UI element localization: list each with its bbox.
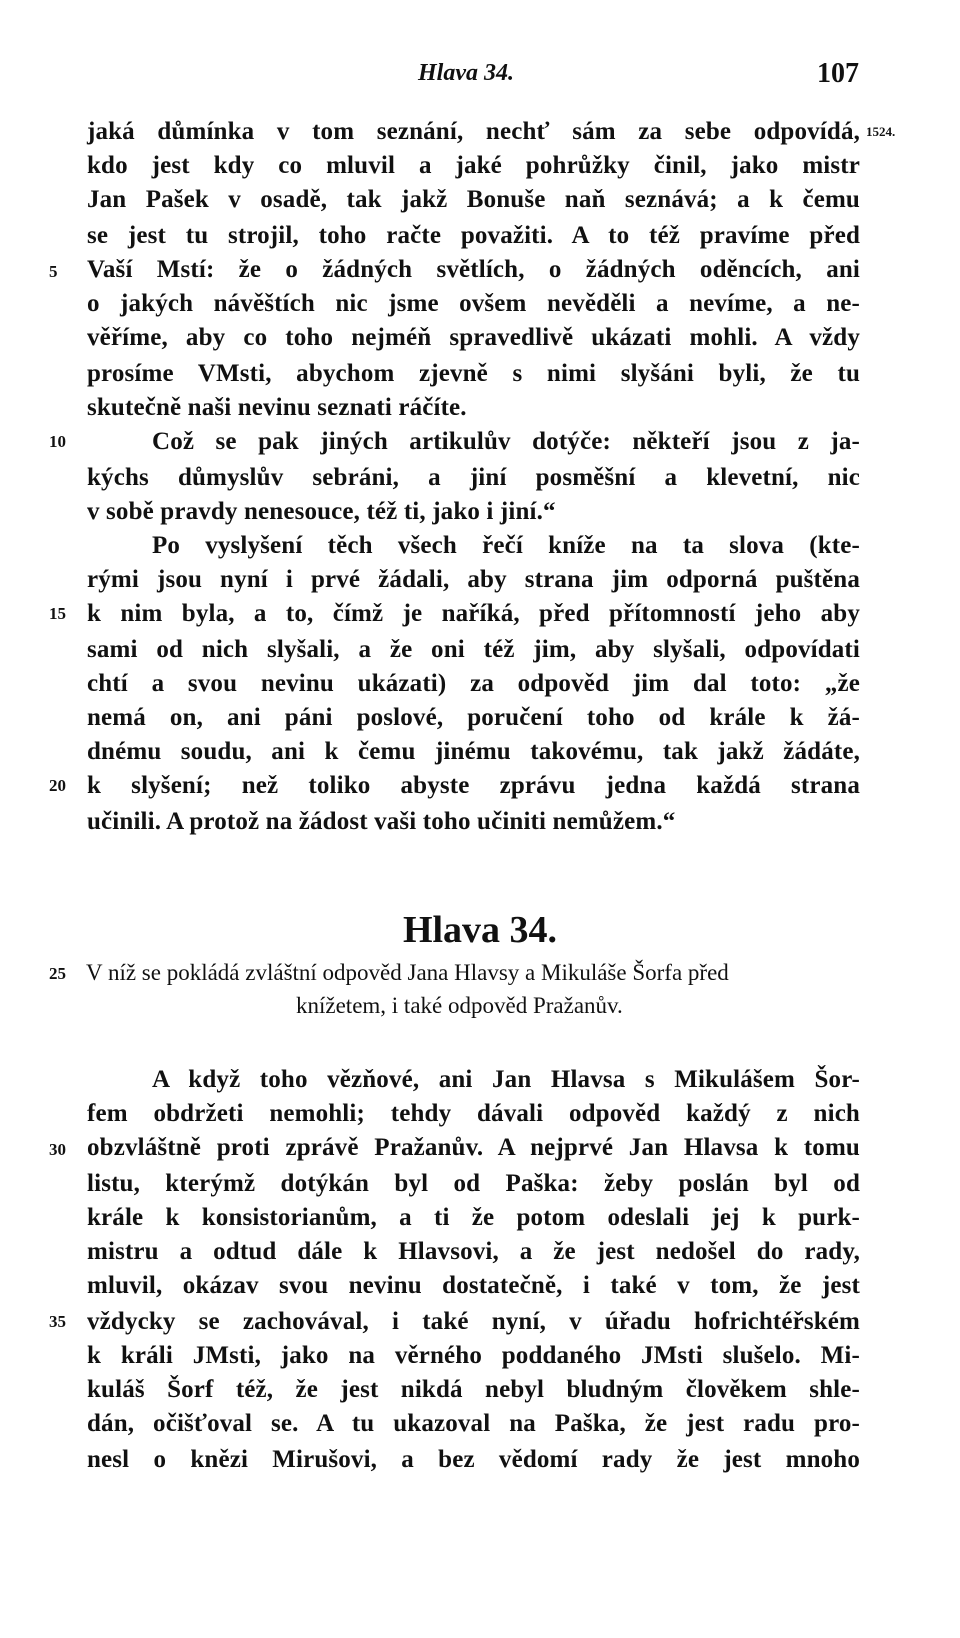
text-line: dán, očišťoval se. A tu ukazoval na Paška, že jest radu pro- (87, 1410, 860, 1437)
page-number: 107 (817, 58, 859, 89)
text-line: obzvláštně proti zprávě Pražanův. A nejprvé Jan Hlavsa k tomu (87, 1134, 860, 1161)
line-number: 20 (49, 776, 66, 795)
text-line: kýchs důmyslův sebráni, a jiní posměšní a klevetní, nic (87, 464, 860, 491)
text-line: mluvil, okázav svou nevinu dostatečně, i také v tom, že jest (87, 1272, 860, 1299)
text-line: k slyšení; než toliko abyste zprávu jedna každá strana (87, 772, 860, 799)
text-line: kdo jest kdy co mluvil a jaké pohrůžky činil, jako mistr (87, 152, 860, 179)
text-line: nesl o knězi Mirušovi, a bez vědomí rady že jest mnoho (87, 1446, 860, 1473)
text-line: k nim byla, a to, čímž je naříká, před přítomností jeho aby (87, 600, 860, 627)
text-line: o jakých návěštích nic jsme ovšem nevěděli a nevíme, a ne- (87, 290, 860, 317)
line-number: 35 (49, 1312, 66, 1331)
text-line: mistru a odtud dále k Hlavsovi, a že jest nedošel do rady, (87, 1238, 860, 1265)
line-number: 25 (49, 964, 66, 983)
text-line: se jest tu strojil, toho račte považiti. A to též pravíme před (87, 222, 860, 249)
summary-line: knížetem, i také odpověd Pražanův. (296, 993, 623, 1018)
text-line: věříme, aby co toho nejméň spravedlivě ukázati mohli. A vždy (87, 324, 860, 351)
text-line: učinili. A protož na žádost vaši toho učiniti nemůžem.“ (87, 808, 676, 835)
summary-line: V níž se pokládá zvláštní odpověd Jana Hlavsy a Mikuláše Šorfa před (86, 960, 729, 985)
text-line: k králi JMsti, jako na věrného poddaného JMsti slušelo. Mi- (87, 1342, 860, 1369)
text-line: vždycky se zachovával, i také nyní, v úřadu hofrichtéřském (87, 1308, 860, 1335)
text-line: chtí a svou nevinu ukázati) za odpověd jim dal toto: „že (87, 670, 860, 697)
text-line: dnému soudu, ani k čemu jinému takovému, tak jakž žádáte, (87, 738, 860, 765)
text-line: Jan Pašek v osadě, tak jakž Bonuše naň seznává; a k čemu (87, 186, 860, 213)
margin-year-note: 1524. (866, 124, 896, 139)
text-line: Což se pak jiných artikulův dotýče: někteří jsou z ja- (152, 428, 860, 455)
text-line: sami od nich slyšali, a že oni též jim, aby slyšali, odpovídati (87, 636, 860, 663)
text-line: v sobě pravdy nenesouce, též ti, jako i jiní.“ (87, 498, 556, 525)
line-number: 15 (49, 604, 66, 623)
text-line: A když toho vězňové, ani Jan Hlavsa s Mikulášem Šor- (152, 1066, 860, 1093)
running-head (0, 58, 960, 92)
text-line: fem obdržeti nemohli; tehdy dávali odpověd každý z nich (87, 1100, 860, 1127)
text-line: rými jsou nyní i prvé žádali, aby strana jim odporná puštěna (87, 566, 860, 593)
text-line: listu, kterýmž dotýkán byl od Paška: žeby poslán byl od (87, 1170, 860, 1197)
text-line: jaká důmínka v tom seznání, nechť sám za sebe odpovídá, (87, 118, 860, 145)
text-line: krále k konsistorianům, a ti že potom odeslali jej k purk- (87, 1204, 860, 1231)
text-line: prosíme VMsti, abychom zjevně s nimi slyšáni byli, že tu (87, 360, 860, 387)
line-number: 5 (49, 262, 58, 281)
text-line: kuláš Šorf též, že jest nikdá nebyl bludným člověkem shle- (87, 1376, 860, 1403)
line-number: 10 (49, 432, 66, 451)
line-number: 30 (49, 1140, 66, 1159)
text-line: skutečně naši nevinu seznati ráčíte. (87, 394, 467, 421)
text-line: nemá on, ani páni poslové, poručení toho od krále k žá- (87, 704, 860, 731)
text-line: Vaší Mstí: že o žádných světlích, o žádných oděncích, ani (87, 256, 860, 283)
text-line: Po vyslyšení těch všech řečí kníže na ta slova (kte- (152, 532, 860, 559)
chapter-heading: Hlava 34. (402, 909, 558, 951)
running-title: Hlava 34. (418, 60, 514, 86)
